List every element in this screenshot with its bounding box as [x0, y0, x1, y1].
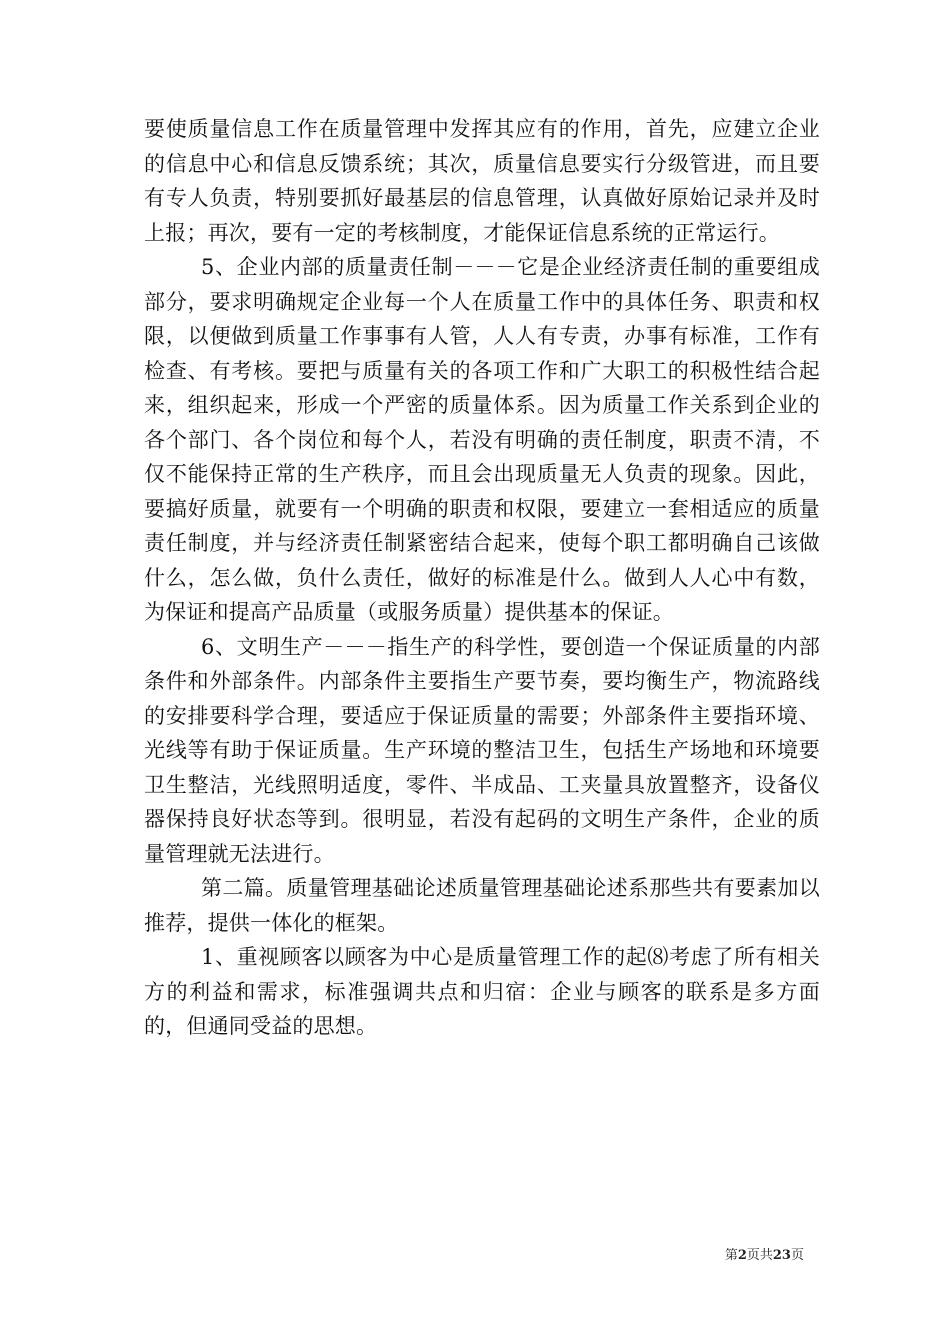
document-body — [144, 112, 820, 1044]
page-number-footer — [725, 1244, 804, 1263]
paragraph-customer-focus: 1、重视顾客以顾客为中心是质量管理工作的起⑻考虑了所有相关方的利益和需求，标准强调共点和归宿：企业与顾客的联系是多方面的，但通同受益的思想。 — [144, 945, 820, 1038]
paragraph-quality-responsibility: 5、企业内部的质量责任制－－－它是企业经济责任制的重要组成部分，要求明确规定企业每一个人在质量工作中的具体任务、职责和权限，以便做到质量工作事事有人管，人人有专责，办事有标准，工作有检查、有考核。要把与质量有关的各项工作和广大职工的积极性结合起来，组织起来，形成一个严密的质量体系。因为质量工作关系到企业的各个部门、各个岗位和每个人，若没有明确的责任制度，职责不清，不仅不能保持正常的生产秩序，而且会出现质量无人负责的现象。因此，要搞好质量，就要有一个明确的职责和权限，要建立一套相适应的质量责任制度，并与经济责任制紧密结合起来，使每个职工都明确自己该做什么，怎么做，负什么责任，做好的标准是什么。做到人人心中有数，为保证和提高产品质量（或服务质量）提供基本的保证。 — [144, 255, 820, 624]
total-pages-number: 23 — [772, 1248, 791, 1263]
footer-prefix: 第 — [724, 1248, 738, 1263]
paragraph-info-system: 要使质量信息工作在质量管理中发挥其应有的作用，首先，应建立企业的信息中心和信息反馈系统；其次，质量信息要实行分级管进，而且要有专人负责，特别要抓好最基层的信息管理，认真做好原始记录并及时上报；再次，要有一定的考核制度，才能保证信息系统的正常运行。 — [144, 117, 820, 245]
footer-suffix: 页 — [790, 1248, 804, 1263]
footer-middle: 页共 — [746, 1248, 773, 1263]
paragraph-civilized-production: 6、文明生产－－－指生产的科学性，要创造一个保证质量的内部条件和外部条件。内部条件主要指生产要节奏，要均衡生产，物流路线的安排要科学合理，要适应于保证质量的需要；外部条件主要指环境、光线等有助于保证质量。生产环境的整洁卫生，包括生产场地和环境要卫生整洁，光线照明适度，零件、半成品、工夹量具放置整齐，设备仪器保持良好状态等到。很明显，若没有起码的文明生产条件，企业的质量管理就无法进行。 — [144, 634, 820, 866]
current-page-number: 2 — [737, 1248, 747, 1263]
paragraph-second-chapter: 第二篇。质量管理基础论述质量管理基础论述系那些共有要素加以推荐，提供一体化的框架。 — [144, 876, 820, 935]
